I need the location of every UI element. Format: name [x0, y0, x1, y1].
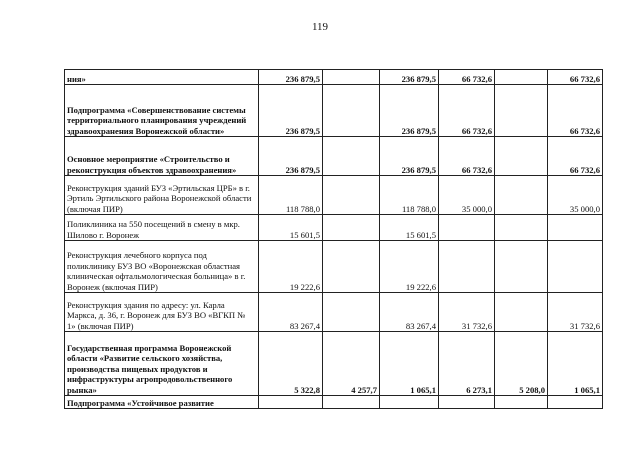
budget-table: [64, 69, 603, 409]
cell-value: 66 732,6: [439, 137, 495, 176]
cell-value: 66 732,6: [439, 70, 495, 85]
cell-value: 4 257,7: [323, 332, 380, 396]
cell-value: [495, 241, 548, 293]
cell-value: 118 788,0: [259, 176, 323, 215]
cell-value: 236 879,5: [259, 137, 323, 176]
cell-value: [495, 70, 548, 85]
table-row: [65, 85, 603, 137]
table-row: [65, 70, 603, 85]
cell-value: [323, 176, 380, 215]
row-name: Реконструкция здания по адресу: ул. Карла Маркса, д. 36, г. Воронеж для БУЗ ВО «ВГКП № 1» (включая ПИР): [65, 293, 259, 332]
cell-value: [439, 396, 495, 409]
cell-value: 1 065,1: [548, 332, 603, 396]
cell-value: [495, 137, 548, 176]
cell-value: 83 267,4: [259, 293, 323, 332]
cell-value: 66 732,6: [439, 85, 495, 137]
cell-value: 236 879,5: [380, 85, 439, 137]
row-name: Реконструкция зданий БУЗ «Эртильская ЦРБ» в г. Эртиль Эртильского района Воронежской области (включая ПИР): [65, 176, 259, 215]
cell-value: 31 732,6: [439, 293, 495, 332]
cell-value: [439, 215, 495, 241]
cell-value: 66 732,6: [548, 137, 603, 176]
cell-value: [439, 241, 495, 293]
cell-value: [548, 396, 603, 409]
page-number: 119: [311, 21, 329, 33]
table-row: [65, 293, 603, 332]
cell-value: 5 208,0: [495, 332, 548, 396]
cell-value: [380, 396, 439, 409]
cell-value: [259, 396, 323, 409]
cell-value: [323, 215, 380, 241]
cell-value: [323, 70, 380, 85]
cell-value: 5 322,8: [259, 332, 323, 396]
row-name: Подпрограмма «Устойчивое развитие: [65, 396, 259, 409]
cell-value: [323, 241, 380, 293]
cell-value: 236 879,5: [259, 85, 323, 137]
table-row: [65, 241, 603, 293]
cell-value: [548, 215, 603, 241]
cell-value: [495, 293, 548, 332]
cell-value: 236 879,5: [259, 70, 323, 85]
cell-value: 66 732,6: [548, 85, 603, 137]
cell-value: [495, 396, 548, 409]
table-row: [65, 137, 603, 176]
cell-value: [323, 396, 380, 409]
row-name: Реконструкция лечебного корпуса под поликлинику БУЗ ВО «Воронежская областная клиническая офтальмологическая больница» в г. Воронеж (включая ПИР): [65, 241, 259, 293]
cell-value: [323, 293, 380, 332]
cell-value: 15 601,5: [380, 215, 439, 241]
table-row: [65, 176, 603, 215]
cell-value: 83 267,4: [380, 293, 439, 332]
cell-value: 236 879,5: [380, 137, 439, 176]
cell-value: [323, 85, 380, 137]
cell-value: 15 601,5: [259, 215, 323, 241]
row-name: Основное мероприятие «Строительство и реконструкция объектов здравоохранения»: [65, 137, 259, 176]
cell-value: [548, 241, 603, 293]
row-name: Подпрограмма «Совершенствование системы территориального планирования учреждений здравоохранения Воронежской области»: [65, 85, 259, 137]
cell-value: 35 000,0: [548, 176, 603, 215]
cell-value: [323, 137, 380, 176]
row-name: Поликлиника на 550 посещений в смену в мкр. Шилово г. Воронеж: [65, 215, 259, 241]
cell-value: 19 222,6: [259, 241, 323, 293]
row-name: ния»: [65, 70, 259, 85]
row-name: Государственная программа Воронежской области «Развитие сельского хозяйства, производства пищевых продуктов и инфраструктуры агропродовольственного рынка»: [65, 332, 259, 396]
cell-value: 6 273,1: [439, 332, 495, 396]
table-row: [65, 396, 603, 409]
table-row: [65, 215, 603, 241]
cell-value: 35 000,0: [439, 176, 495, 215]
cell-value: 1 065,1: [380, 332, 439, 396]
cell-value: 66 732,6: [548, 70, 603, 85]
cell-value: 19 222,6: [380, 241, 439, 293]
cell-value: 236 879,5: [380, 70, 439, 85]
cell-value: [495, 215, 548, 241]
cell-value: [495, 176, 548, 215]
cell-value: 118 788,0: [380, 176, 439, 215]
table-row: [65, 332, 603, 396]
cell-value: [495, 85, 548, 137]
cell-value: 31 732,6: [548, 293, 603, 332]
